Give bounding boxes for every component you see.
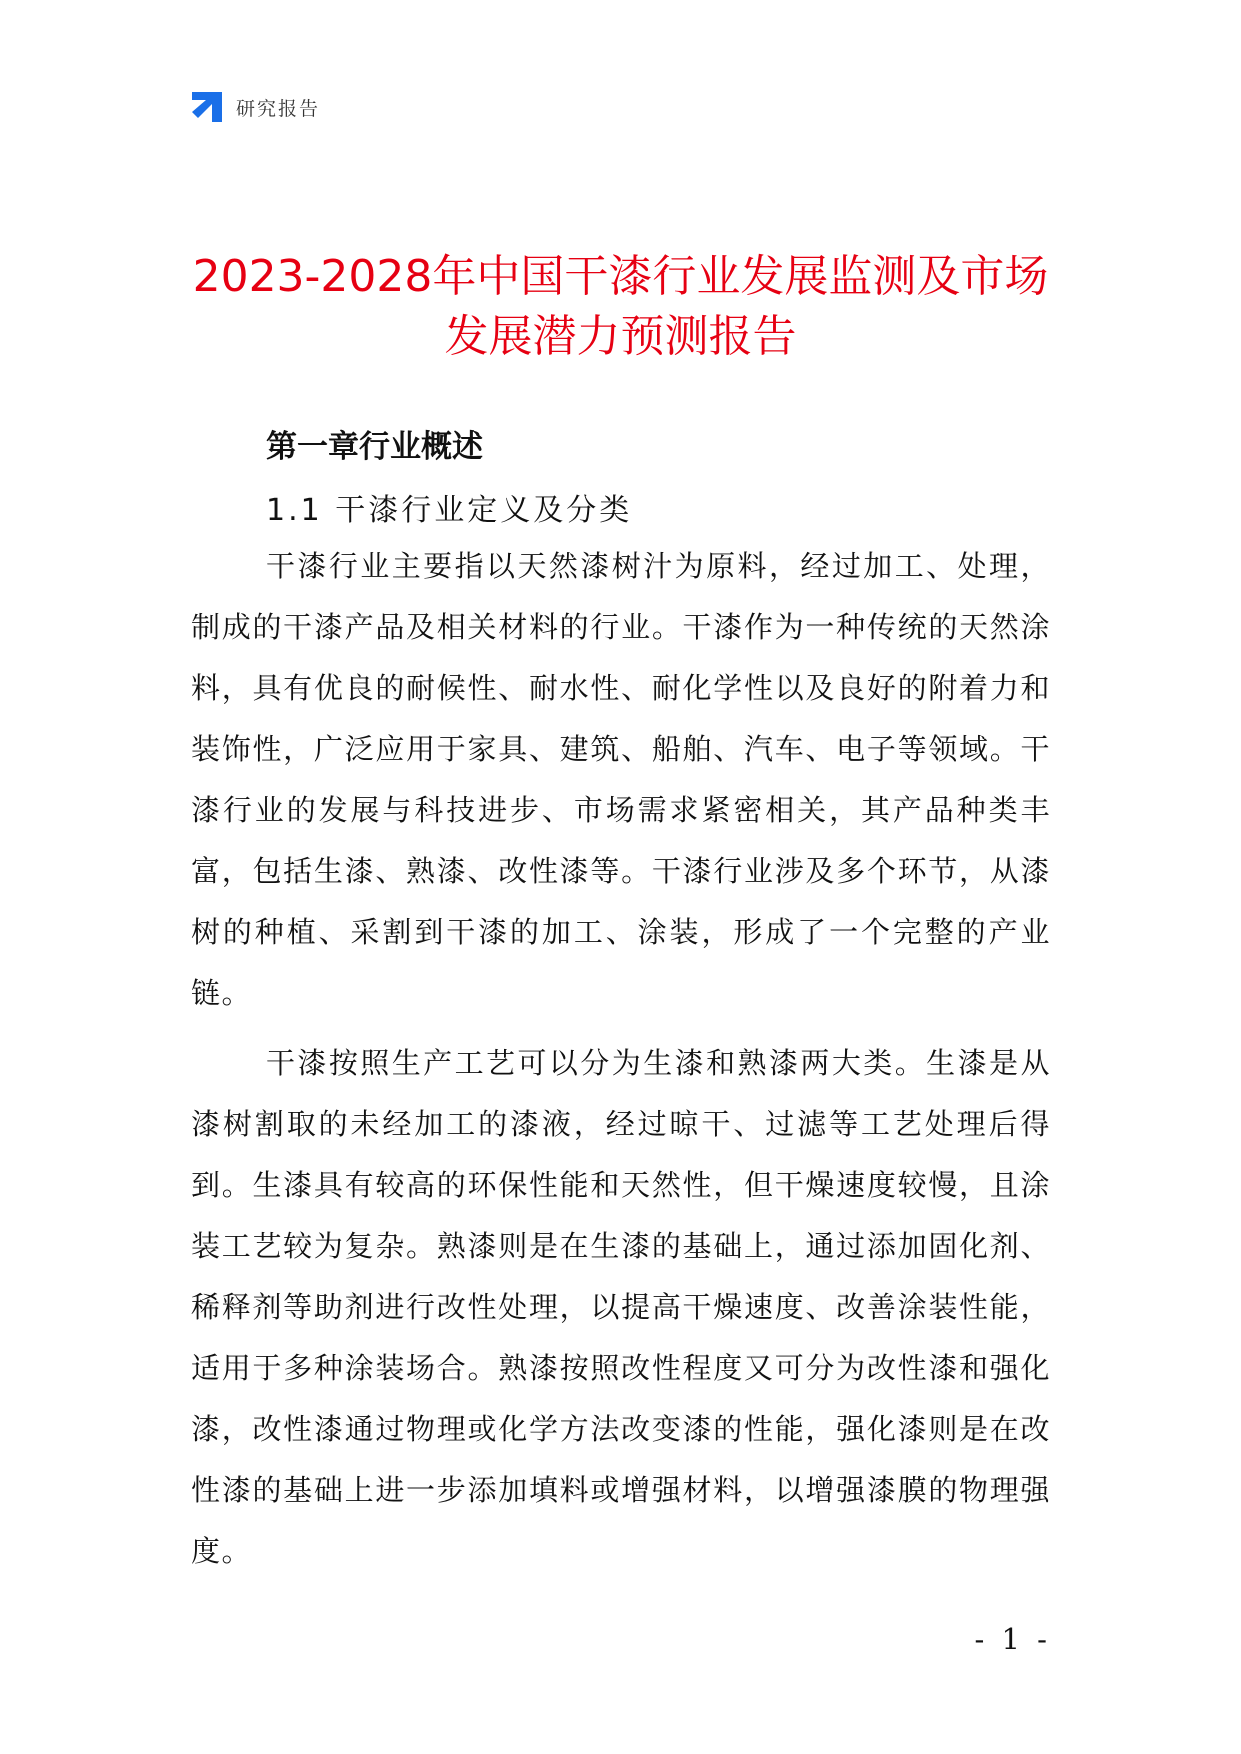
section-heading: 1.1 干漆行业定义及分类 xyxy=(266,493,633,528)
arrow-logo-icon xyxy=(190,90,224,124)
chapter-heading: 第一章行业概述 xyxy=(266,429,483,465)
paragraph-2: 干漆按照生产工艺可以分为生漆和熟漆两大类。生漆是从漆树割取的未经加工的漆液，经过晾干、过滤等工艺处理后得到。生漆具有较高的环保性能和天然性，但干燥速度较慢，且涂装工艺较为复杂。熟漆则是在生漆的基础上，通过添加固化剂、稀释剂等助剂进行改性处理，以提高干燥速度、改善涂装性能，适用于多种涂装场合。熟漆按照改性程度又可分为改性漆和强化漆，改性漆通过物理或化学方法改变漆的性能，强化漆则是在改性漆的基础上进一步添加填料或增强材料，以增强漆膜的物理强度。 xyxy=(191,1046,1051,1568)
title-line-2: 发展潜力预测报告 xyxy=(444,311,797,363)
header-label: 研究报告 xyxy=(236,97,321,120)
title-line-1: 2023-2028年中国干漆行业发展监测及市场 xyxy=(192,251,1049,303)
paragraph-1: 干漆行业主要指以天然漆树汁为原料，经过加工、处理，制成的干漆产品及相关材料的行业。干漆作为一种传统的天然涂料，具有优良的耐候性、耐水性、耐化学性以及良好的附着力和装饰性，广泛应用于家具、建筑、船舶、汽车、电子等领域。干漆行业的发展与科技进步、市场需求紧密相关，其产品种类丰富，包括生漆、熟漆、改性漆等。干漆行业涉及多个环节，从漆树的种植、采割到干漆的加工、涂装，形成了一个完整的产业链。 xyxy=(191,549,1051,1010)
report-title xyxy=(150,247,1091,367)
page-number: - 1 - xyxy=(974,1622,1051,1656)
report-header xyxy=(190,90,320,124)
